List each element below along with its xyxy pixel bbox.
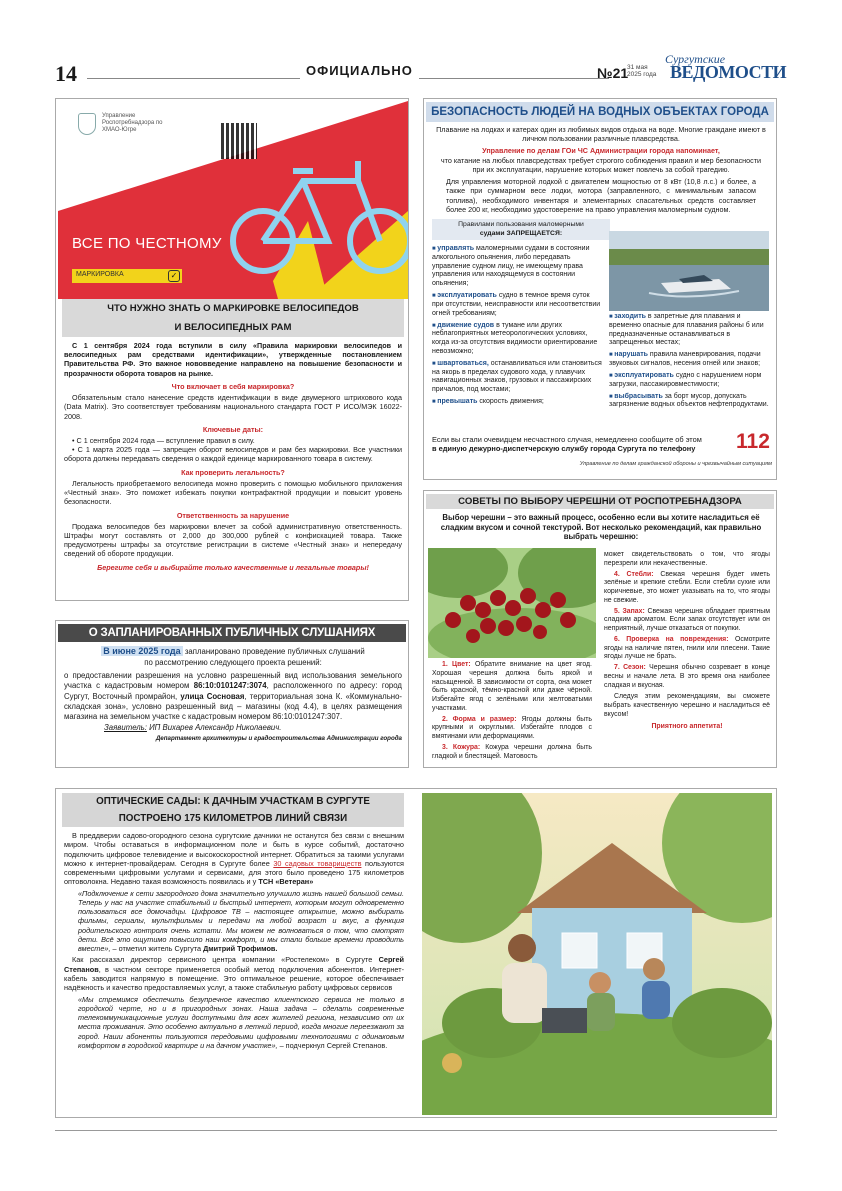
gardens-p2 <box>64 955 404 992</box>
hearings-intro2: по рассмотрению следующего проекта решений: <box>144 657 322 667</box>
item-key: 4. Стебли: <box>614 570 654 578</box>
water-left-item <box>432 322 602 357</box>
gardens-title-line2: ПОСТРОЕНО 175 КИЛОМЕТРОВ ЛИНИЙ СВЯЗИ <box>118 813 348 824</box>
water-remind2: что катание на любых плавсредствах требует строгого соблюдения правил и мер безопасности при их эксплуатации, нарушение которых может повлечь за собой трагедию. <box>440 155 762 174</box>
gardens-p1 <box>64 831 404 887</box>
water-title: БЕЗОПАСНОСТЬ ЛЮДЕЙ НА ВОДНЫХ ОБЪЕКТАХ ГОРОДА <box>426 102 774 122</box>
cherry-item <box>604 571 770 606</box>
marking-title-line1: ЧТО НУЖНО ЗНАТЬ О МАРКИРОВКЕ ВЕЛОСИПЕДОВ <box>107 303 359 314</box>
item-text: в тумане или других неблагоприятных метеорологических условиях, когда из-за отсутствия видимости ориентирование невозможно; <box>432 321 598 355</box>
water-forbid-box <box>432 219 610 240</box>
marking-footer: Берегите себя и выбирайте только качественные и легальные товары! <box>97 562 369 572</box>
cherry-item <box>604 608 770 634</box>
hearings-b2: , расположенного по адресу: город Сургут, Восточный промрайон, <box>64 681 402 701</box>
applicant-label: Заявитель: <box>104 722 147 732</box>
item-key: нарушать <box>614 351 648 359</box>
page-number: 14 <box>55 61 77 86</box>
hearings-body <box>64 646 402 743</box>
cherry-wish: Приятного аппетита! <box>651 722 723 730</box>
water-forbid-right <box>609 313 769 410</box>
marking-p1: Обязательным стало нанесение средств идентификации в виде двумерного штрихового кода (Data Matrix). Это соответствует требованиям национального стандарта ГОСТ Р ИСО/МЭК 16022-2008. <box>64 393 402 421</box>
water-forbid-left <box>432 245 602 407</box>
quote1-author: Дмитрий Трофимов. <box>203 944 278 954</box>
hearings-intro <box>64 646 402 668</box>
hearings-b3: , территориальная зона К. «Коммунально-складская зона», условно разрешенный вид – магазины (код 4.4), в целях размещения магазина на земельном участке с кадастровым номером 86:10:0101247:307. <box>64 691 403 722</box>
item-text: судно в темное время суток при отсутствии, неисправности или несоответствии огней требованиям; <box>432 292 601 317</box>
cherry-col-right <box>604 551 770 732</box>
marking-title-line2: И ВЕЛОСИПЕДНЫХ РАМ <box>174 322 292 333</box>
marking-h1: Что включает в себя маркировка? <box>171 381 295 391</box>
gardens-p2b: , в частном секторе применяется особый метод подключения абонентов. Интернет-кабель заводится напрямую в помещение. Это оптимальное решение, которое обеспечивает надёжность и качество предоставляемых услуг, а также стабильную работу цифровых сервисов <box>64 964 404 993</box>
water-article <box>423 98 777 480</box>
gardens-p2name: Сергей Степанов <box>64 955 404 974</box>
hearings-title: О ЗАПЛАНИРОВАННЫХ ПУБЛИЧНЫХ СЛУШАНИЯХ <box>58 624 406 642</box>
item-text: Обратите внимание на цвет ягод. Хорошая черешня должна быть яркой и насыщенной. В зависимости от сорта, она может быть красной, тёмно-красной или даже чёрной. Избегайте ягод с зелёными или желтоватыми участками. <box>432 661 592 712</box>
issue-date-day: 31 мая <box>627 64 648 71</box>
item-key: 1. Цвет: <box>442 661 471 668</box>
hearings-text <box>64 671 402 722</box>
gardens-quote1 <box>64 889 404 954</box>
marking-title <box>62 299 404 337</box>
garden-image <box>422 793 772 1115</box>
water-right-item <box>609 313 769 348</box>
garden-photo <box>422 793 772 1115</box>
bottom-rule <box>55 1130 777 1131</box>
gardens-p2a: Как рассказал директор сервисного центра компании «Ростелеком» в Сургуте <box>72 955 379 965</box>
rospotreb-logo-icon <box>78 113 96 135</box>
gardens-quote2 <box>64 995 404 1051</box>
cherry-lead: Выбор черешни – это важный процесс, особенно если вы хотите насладиться её сладким вкусом и сочной текстурой. Вот несколько рекомендаций, как правильно выбрать черешню: <box>440 513 762 542</box>
water-left-item <box>432 245 602 289</box>
gardens-p1a: В преддверии садово-огородного сезона сургутские дачники не останутся без связи с внешним миром. Чтобы оставаться в информационном поле и быть в курсе событий, достаточно подключить цифровое телевидение и высокоскоростной интернет. Обратиться за такими услугами можно к интернет-провайдерам. Сегодня в Сургуте более <box>64 831 404 868</box>
hearings-street: улица Сосновая <box>180 691 245 701</box>
gardens-p1b: пользуются современными цифровыми услугами и сервисами, для этого было проведено 175 километров оптоволокна. Недавно такая возможность появилась и у <box>64 858 404 887</box>
cherry-article <box>423 490 777 768</box>
promo-tag <box>72 269 182 283</box>
item-text: останавливаться или становиться на якорь в пределах судового хода, у плавучих навигационных знаков, грузовых и пассажирских причалов, под мостами; <box>432 359 602 394</box>
water-left-item <box>432 398 602 407</box>
item-key: 5. Запах: <box>614 607 645 615</box>
gardens-tsn: ТСН «Ветеран» <box>258 877 314 887</box>
boat-photo <box>609 231 769 311</box>
cherry-end: Следуя этим рекомендациям, вы сможете выбрать качественную черешню и насладиться её вкусом! <box>604 693 770 719</box>
cherry-item <box>604 664 770 690</box>
promo-agency: Управление Роспотребнадзора по ХМАО-Югре <box>102 113 163 134</box>
water-source: Управление по делам гражданской обороны и чрезвычайным ситуациям <box>579 461 772 467</box>
water-foot1: Если вы стали очевидцем несчастного случая, немедленно сообщите об этом <box>432 435 702 444</box>
marking-p4: Продажа велосипедов без маркировки влечет за собой административную ответственность. Штрафы могут составлять от 2,000 до 300,000 рублей с конфискацией товара. Также предусмотрены штрафы за отсутствие регистрации в системе «Честный знак» и непередачу сведений об обороте продукции. <box>64 521 402 559</box>
item-text: Свежая черешня будет иметь зелёные и крепкие стебли. Если стебли сухие или коричневые, это может указывать на то, что ягоды не свежие. <box>604 570 770 604</box>
quote1-end: – отметил житель Сургута <box>110 944 204 954</box>
cherry-item <box>604 636 770 662</box>
section-title: ОФИЦИАЛЬНО <box>300 63 419 80</box>
marking-h2: Ключевые даты: <box>202 424 264 434</box>
cherry-cont: может свидетельствовать о том, что ягоды перезрели или некачественные. <box>604 551 770 567</box>
hearings-source: Департамент архитектуры и градостроительства Администрации города <box>155 734 402 742</box>
marking-lead: С 1 сентября 2024 года вступили в силу «Правила маркировки велосипедов и велосипедных рам средствами идентификации», утвержденные постановлением Правительства РФ. Это важное нововведение направлено на повышение безопасности и прозрачности оборота товаров на рынке. <box>64 341 402 378</box>
water-left-item <box>432 360 602 395</box>
marking-article <box>55 98 409 601</box>
promo-title: ВСЕ ПО ЧЕСТНОМУ <box>72 235 222 252</box>
water-left-item <box>432 292 602 318</box>
hearings-b1: о предоставлении разрешения на условно разрешенный вид использования земельного участка с кадастровым номером <box>64 671 402 691</box>
item-text: за борт мусор, допускать загрязнение водных объектов нефтепродуктами. <box>609 392 769 409</box>
water-top <box>434 125 768 214</box>
marking-h3: Как проверить легальность? <box>181 467 285 477</box>
item-text: Черешня обычно созревает в конце весны и начале лета. В это время она наиболее сладкая и вкусная. <box>604 664 771 689</box>
applicant-name: ИП Вихарев Александр Николаевич. <box>146 722 282 732</box>
gardens-body <box>64 831 404 1050</box>
hearings-cad1: 86:10:0101247:3074 <box>193 681 267 691</box>
water-forbid1: Правилами пользования маломерными <box>458 221 584 228</box>
quote2-end: – подчеркнул Сергей Степанов. <box>277 1040 388 1050</box>
water-footer <box>432 435 732 454</box>
quote1-text: «Подключение к сети загородного дома значительно улучшило жизнь нашей большой семьи. Теперь у нас на участке стабильный и быстрый интернет, которым могут одновременно пользоваться все домочадцы. Цифровое ТВ – настоящее открытие, можно выбирать фильмы, сериалы, мультфильмы и передачи на любой возраст и вкус, а функция родительского контроля очень кстати. Мы можем не волноваться о том, что смотрят дети. Всё это ощутимо повысило наш комфорт, и мы стали больше времени проводить вместе», <box>78 888 404 954</box>
gardens-link[interactable]: 30 садовых товариществ <box>273 858 362 868</box>
cherry-title: СОВЕТЫ ПО ВЫБОРУ ЧЕРЕШНИ ОТ РОСПОТРЕБНАДЗОРА <box>426 494 774 509</box>
item-key: 2. Форма и размер: <box>442 715 517 723</box>
cherry-item <box>432 661 592 714</box>
hearings-article <box>55 620 409 768</box>
item-key: 7. Сезон: <box>614 664 646 672</box>
item-key: 3. Кожура: <box>442 743 481 751</box>
cherry-item <box>432 744 592 762</box>
gardens-article <box>55 788 777 1118</box>
promo-tag-label: МАРКИРОВКА <box>76 271 124 278</box>
cherry-image <box>428 548 596 658</box>
issue-date-year: 2025 года <box>627 71 657 79</box>
marking-h4: Ответственность за нарушение <box>176 510 290 520</box>
item-text: Осмотрите ягоды на наличие пятен, гнили или плесени. Такие ягоды лучше не брать. <box>604 635 771 661</box>
water-p2: Для управления моторной лодкой с двигателем мощностью от 8 кВт (10,8 л.с.) и более, а также при суммарном весе лодки, мотора (заправленного, с минимальным запасом топлива), необходимого инвентаря и элементарных спасательных средств составляет более 200 кг, необходимо удостоверение на право управления маломерным судном. <box>446 177 756 214</box>
water-remind: Управление по делам ГОи ЧС Администрации города напоминает, <box>482 146 720 156</box>
item-text: Ягоды должны быть крупными и округлыми. Избегайте плодов с вмятинами или деформациями. <box>432 715 592 741</box>
brand-logo: ВЕДОМОСТИ <box>670 62 787 82</box>
marking-body <box>64 341 402 572</box>
cherry-photo <box>428 548 596 658</box>
check-icon: ✓ <box>168 270 180 282</box>
marking-d2: • С 1 марта 2025 года — запрещен оборот велосипедов и рам без маркировки. Все участники оборота должны передавать сведения о каждой единице маркированного товара в систему. <box>64 445 402 464</box>
item-text: Свежая черешня обладает приятным сладким ароматом. Если запах отсутствует или он неприятный, лучше отказаться от покупки. <box>604 607 771 633</box>
page-header <box>55 52 787 88</box>
gardens-title <box>62 793 404 827</box>
marking-d1: • С 1 сентября 2024 года — вступление правил в силу. <box>72 435 255 445</box>
issue-number: №21 <box>597 65 629 81</box>
quote2-text: «Мы стремимся обеспечить безупречное качество клиентского сервиса не только в городской черте, но и в пригородных зонах. Наша задача – сделать современные телекоммуникационные услуги доступными для всех жителей региона, независимо от их места проживания. Это особенно актуально в летний период, когда многие переезжают за город. Наши абоненты пользуются передовыми цифровыми технологиями с одинаковым комфортом в городской квартире и на дачном участке», <box>78 994 404 1050</box>
item-key: движение судов <box>437 321 495 329</box>
cherry-item <box>432 716 592 742</box>
item-text: в запретные для плавания и временно опасные для плавания районы б или предназначенные останавливаться в запрещенных местах; <box>609 313 764 347</box>
item-key: управлять <box>437 245 475 252</box>
gardens-title-line1: ОПТИЧЕСКИЕ САДЫ: К ДАЧНЫМ УЧАСТКАМ В СУРГУТЕ <box>96 796 370 807</box>
item-key: швартоваться, <box>437 359 489 367</box>
item-key: превышать <box>437 398 478 405</box>
item-key: эксплуатировать <box>614 371 674 379</box>
item-key: заходить <box>614 313 646 320</box>
marking-promo-banner <box>58 101 408 299</box>
item-key: 6. Проверка на повреждения: <box>614 635 729 643</box>
water-right-item <box>609 372 769 390</box>
water-right-item <box>609 393 769 411</box>
item-key: выбрасывать <box>614 392 663 400</box>
brand-top: Сургутские <box>665 52 726 66</box>
water-intro: Плавание на лодках и катерах один из любимых видов отдыха на воде. Многие граждане имеют в личном пользовании различные плавсредства. <box>436 125 766 144</box>
item-key: эксплуатировать <box>437 292 497 300</box>
item-text: судно с нарушением норм загрузки, пассажировместимости; <box>609 371 762 388</box>
water-forbid2: судами ЗАПРЕЩАЕТСЯ: <box>479 229 563 237</box>
qr-code-icon <box>221 123 257 159</box>
boat-image <box>609 231 769 311</box>
hearings-applicant <box>64 723 402 733</box>
water-foot2: в единую дежурно-диспетчерскую службу города Сургута по телефону <box>432 444 696 454</box>
cherry-col-left <box>432 661 592 761</box>
hearings-intro1: запланировано проведение публичных слушаний <box>184 647 365 656</box>
issue-date <box>627 64 656 78</box>
water-right-item <box>609 351 769 369</box>
emergency-phone: 112 <box>736 430 770 453</box>
item-text: скорость движения; <box>477 398 544 405</box>
item-text: правила маневрирования, подачи звуковых сигналов, несения огней или знаков; <box>609 351 761 368</box>
item-text: Кожура черешни должна быть гладкой и блестящей. Матовость <box>432 743 592 760</box>
marking-p3: Легальность приобретаемого велосипеда можно проверить с помощью мобильного приложения «Честный знак». Это поможет избежать покупки контрафактной продукции и повысит уровень безопасности. <box>64 478 402 507</box>
hearings-date: В июне 2025 года <box>103 646 181 656</box>
item-text: маломерными судами в состоянии алкогольного опьянения, либо передавать управление судном лицу, не имеющему права управления или находящемуся в состоянии опьянения; <box>432 245 590 288</box>
